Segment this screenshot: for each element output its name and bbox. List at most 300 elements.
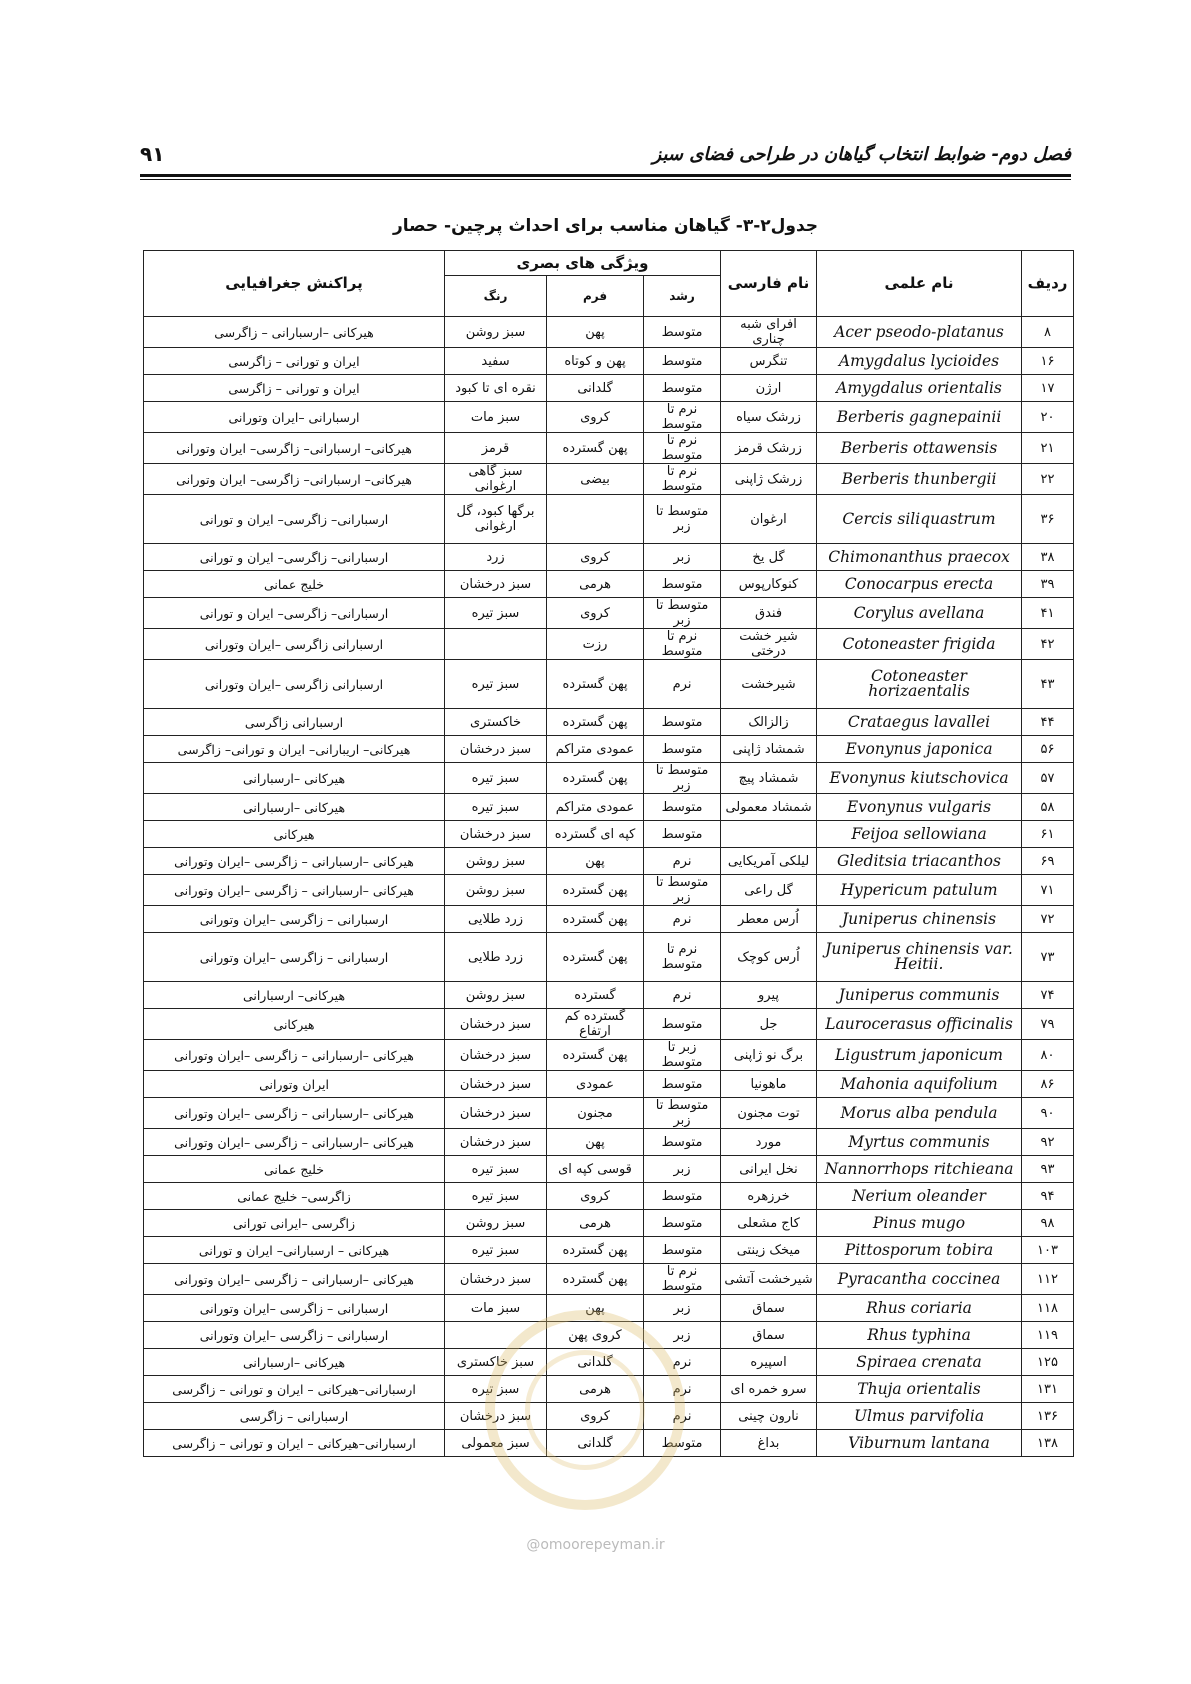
- table-row: [144, 933, 1074, 982]
- table-caption: جدول۲-۳- گیاهان مناسب برای احداث پرچین- حصار: [392, 216, 819, 236]
- growth-cell: نرم تا متوسط: [644, 1264, 721, 1295]
- header-color: رنگ: [445, 276, 547, 317]
- form-cell: پهن: [547, 848, 644, 875]
- growth-cell: متوسط: [644, 1129, 721, 1156]
- color-cell: سبز تیره: [445, 794, 547, 821]
- form-cell: گلدانی: [547, 1349, 644, 1376]
- form-cell: پهن گسترده: [547, 1040, 644, 1071]
- table-row: [144, 875, 1074, 906]
- color-cell: سبز تیره: [445, 1183, 547, 1210]
- table-row: [144, 1376, 1074, 1403]
- persian-name: مورد: [721, 1129, 817, 1156]
- growth-cell: زبر: [644, 1295, 721, 1322]
- table-row: [144, 1264, 1074, 1295]
- persian-name: ارغوان: [721, 495, 817, 544]
- distribution-cell: هیرکانی: [144, 821, 445, 848]
- table-head: [144, 251, 1074, 317]
- color-cell: سبز روشن: [445, 1210, 547, 1237]
- row-number: ۷۲: [1022, 906, 1074, 933]
- form-cell: مجنون: [547, 1098, 644, 1129]
- persian-name: ارژن: [721, 375, 817, 402]
- scientific-name: Cotoneaster horizaentalis: [817, 660, 1022, 709]
- table-row: [144, 982, 1074, 1009]
- distribution-cell: ارسبارانی–هیرکانی – ایران و تورانی – زاگرسی: [144, 1376, 445, 1403]
- distribution-cell: زاگرسی– خلیج عمانی: [144, 1183, 445, 1210]
- scientific-name: Ligustrum japonicum: [817, 1040, 1022, 1071]
- color-cell: سبز تیره: [445, 598, 547, 629]
- table-row: [144, 1040, 1074, 1071]
- distribution-cell: ارسبارانی زاگرسی: [144, 709, 445, 736]
- scientific-name: Spiraea crenata: [817, 1349, 1022, 1376]
- persian-name: ماهونیا: [721, 1071, 817, 1098]
- row-number: ۹۴: [1022, 1183, 1074, 1210]
- table-row: [144, 736, 1074, 763]
- table-row: [144, 1403, 1074, 1430]
- form-cell: گسترده کم ارتفاع: [547, 1009, 644, 1040]
- distribution-cell: ایران و تورانی – زاگرسی: [144, 348, 445, 375]
- growth-cell: متوسط: [644, 709, 721, 736]
- persian-name: [721, 821, 817, 848]
- persian-name: توت مجنون: [721, 1098, 817, 1129]
- persian-name: سماق: [721, 1295, 817, 1322]
- table-row: [144, 1349, 1074, 1376]
- scientific-name: Berberis thunbergii: [817, 464, 1022, 495]
- row-number: ۷۱: [1022, 875, 1074, 906]
- color-cell: سبز تیره: [445, 660, 547, 709]
- distribution-cell: هیرکانی –ارسبارانی – زاگرسی –ایران وتورانی: [144, 875, 445, 906]
- row-number: ۴۲: [1022, 629, 1074, 660]
- growth-cell: نرم: [644, 1376, 721, 1403]
- form-cell: گلدانی: [547, 1430, 644, 1457]
- scientific-name: Rhus coriaria: [817, 1295, 1022, 1322]
- growth-cell: نرم: [644, 848, 721, 875]
- persian-name: تنگرس: [721, 348, 817, 375]
- form-cell: عمودی متراکم: [547, 736, 644, 763]
- form-cell: پهن گسترده: [547, 906, 644, 933]
- table-row: [144, 1210, 1074, 1237]
- scientific-name: Crataegus lavallei: [817, 709, 1022, 736]
- row-number: ۹۳: [1022, 1156, 1074, 1183]
- persian-name: اسپیره: [721, 1349, 817, 1376]
- page-number: ۹۱: [140, 142, 165, 166]
- growth-cell: نرم: [644, 1349, 721, 1376]
- distribution-cell: هیرکانی– ارسبارانی– زاگرسی– ایران وتورانی: [144, 464, 445, 495]
- persian-name: برگ نو ژاپنی: [721, 1040, 817, 1071]
- persian-name: لیلکی آمریکایی: [721, 848, 817, 875]
- growth-cell: متوسط تا زبر: [644, 875, 721, 906]
- growth-cell: متوسط تا زبر: [644, 495, 721, 544]
- scientific-name: Amygdalus lycioides: [817, 348, 1022, 375]
- row-number: ۳۶: [1022, 495, 1074, 544]
- distribution-cell: خلیج عمانی: [144, 571, 445, 598]
- color-cell: سبز درخشان: [445, 821, 547, 848]
- persian-name: شیر خشت درختی: [721, 629, 817, 660]
- row-number: ۷۹: [1022, 1009, 1074, 1040]
- table-row: [144, 375, 1074, 402]
- form-cell: کروی: [547, 402, 644, 433]
- row-number: ۹۰: [1022, 1098, 1074, 1129]
- growth-cell: متوسط: [644, 571, 721, 598]
- growth-cell: نرم تا متوسط: [644, 402, 721, 433]
- form-cell: هرمی: [547, 1376, 644, 1403]
- scientific-name: Mahonia aquifolium: [817, 1071, 1022, 1098]
- form-cell: رزت: [547, 629, 644, 660]
- distribution-cell: هیرکانی –ارسبارانی: [144, 794, 445, 821]
- form-cell: پهن گسترده: [547, 709, 644, 736]
- persian-name: میخک زینتی: [721, 1237, 817, 1264]
- form-cell: پهن و کوتاه: [547, 348, 644, 375]
- persian-name: بداغ: [721, 1430, 817, 1457]
- table-row: [144, 1237, 1074, 1264]
- row-number: ۸۶: [1022, 1071, 1074, 1098]
- form-cell: پهن گسترده: [547, 660, 644, 709]
- table-row: [144, 660, 1074, 709]
- growth-cell: زبر: [644, 1156, 721, 1183]
- color-cell: قرمز: [445, 433, 547, 464]
- header-distribution: پراکنش جغرافیایی: [144, 251, 445, 317]
- color-cell: سبز درخشان: [445, 736, 547, 763]
- form-cell: کروی پهن: [547, 1322, 644, 1349]
- form-cell: [547, 495, 644, 544]
- table-row: [144, 1098, 1074, 1129]
- row-number: ۴۳: [1022, 660, 1074, 709]
- scientific-name: Feijoa sellowiana: [817, 821, 1022, 848]
- row-number: ۱۷: [1022, 375, 1074, 402]
- table-row: [144, 1009, 1074, 1040]
- growth-cell: نرم: [644, 1403, 721, 1430]
- header-rule-thin: [140, 179, 1071, 180]
- scientific-name: Conocarpus erecta: [817, 571, 1022, 598]
- row-number: ۱۳۶: [1022, 1403, 1074, 1430]
- plants-table: [143, 250, 1074, 1457]
- running-header: [140, 140, 1071, 170]
- persian-name: شیرخشت: [721, 660, 817, 709]
- distribution-cell: هیرکانی –ارسبارانی – زاگرسی –ایران وتورانی: [144, 1098, 445, 1129]
- row-number: ۳۹: [1022, 571, 1074, 598]
- distribution-cell: ارسبارانی – زاگرسی –ایران وتورانی: [144, 1322, 445, 1349]
- row-number: ۶۹: [1022, 848, 1074, 875]
- form-cell: قوسی کپه ای: [547, 1156, 644, 1183]
- form-cell: گسترده: [547, 982, 644, 1009]
- chapter-title: فصل دوم- ضوابط انتخاب گیاهان در طراحی فضای سبز: [652, 144, 1071, 165]
- row-number: ۷۳: [1022, 933, 1074, 982]
- distribution-cell: زاگرسی –ایرانی تورانی: [144, 1210, 445, 1237]
- scientific-name: Corylus avellana: [817, 598, 1022, 629]
- table-row: [144, 1295, 1074, 1322]
- persian-name: نارون چینی: [721, 1403, 817, 1430]
- persian-name: جل: [721, 1009, 817, 1040]
- row-number: ۱۳۱: [1022, 1376, 1074, 1403]
- persian-name: شیرخشت آتشی: [721, 1264, 817, 1295]
- form-cell: پهن گسترده: [547, 433, 644, 464]
- distribution-cell: هیرکانی– اریبارانی– ایران و تورانی– زاگرسی: [144, 736, 445, 763]
- table-row: [144, 763, 1074, 794]
- watermark-site: @omoorepeyman.ir: [526, 1537, 665, 1553]
- scientific-name: Ulmus parvifolia: [817, 1403, 1022, 1430]
- growth-cell: متوسط تا زبر: [644, 1098, 721, 1129]
- form-cell: کروی: [547, 1403, 644, 1430]
- row-number: ۲۲: [1022, 464, 1074, 495]
- persian-name: کنوکارپوس: [721, 571, 817, 598]
- color-cell: سبز روشن: [445, 317, 547, 348]
- distribution-cell: ایران و تورانی – زاگرسی: [144, 375, 445, 402]
- persian-name: شمشاد معمولی: [721, 794, 817, 821]
- row-number: ۴۴: [1022, 709, 1074, 736]
- scientific-name: Laurocerasus officinalis: [817, 1009, 1022, 1040]
- color-cell: سبز تیره: [445, 1237, 547, 1264]
- scientific-name: Rhus typhina: [817, 1322, 1022, 1349]
- color-cell: سبز روشن: [445, 982, 547, 1009]
- form-cell: هرمی: [547, 571, 644, 598]
- scientific-name: Thuja orientalis: [817, 1376, 1022, 1403]
- growth-cell: نرم تا متوسط: [644, 464, 721, 495]
- color-cell: سبز تیره: [445, 1376, 547, 1403]
- growth-cell: نرم تا متوسط: [644, 933, 721, 982]
- table-row: [144, 598, 1074, 629]
- distribution-cell: ایران وتورانی: [144, 1071, 445, 1098]
- form-cell: بیضی: [547, 464, 644, 495]
- color-cell: سفید: [445, 348, 547, 375]
- table-body: [144, 317, 1074, 1457]
- header-visual-features: ویژگی های بصری: [445, 251, 721, 276]
- color-cell: سبز درخشان: [445, 1009, 547, 1040]
- color-cell: سبز خاکستری: [445, 1349, 547, 1376]
- scientific-name: Berberis gagnepainii: [817, 402, 1022, 433]
- distribution-cell: ارسبارانی– زاگرسی– ایران و تورانی: [144, 598, 445, 629]
- growth-cell: زبر: [644, 1322, 721, 1349]
- row-number: ۹۸: [1022, 1210, 1074, 1237]
- color-cell: سبز مات: [445, 1295, 547, 1322]
- color-cell: سبز معمولی: [445, 1430, 547, 1457]
- form-cell: پهن: [547, 317, 644, 348]
- table-row: [144, 544, 1074, 571]
- scientific-name: Gleditsia triacanthos: [817, 848, 1022, 875]
- growth-cell: نرم تا متوسط: [644, 433, 721, 464]
- scientific-name: Myrtus communis: [817, 1129, 1022, 1156]
- color-cell: سبز درخشان: [445, 1071, 547, 1098]
- color-cell: زرد طلایی: [445, 933, 547, 982]
- scientific-name: Nerium oleander: [817, 1183, 1022, 1210]
- scientific-name: Evonynus kiutschovica: [817, 763, 1022, 794]
- distribution-cell: ارسبارانی زاگرسی –ایران وتورانی: [144, 660, 445, 709]
- distribution-cell: هیرکانی– ارسبارانی: [144, 982, 445, 1009]
- growth-cell: زبر تا متوسط: [644, 1040, 721, 1071]
- growth-cell: متوسط: [644, 375, 721, 402]
- growth-cell: متوسط تا زبر: [644, 763, 721, 794]
- distribution-cell: ارسبارانی – زاگرسی –ایران وتورانی: [144, 906, 445, 933]
- persian-name: فندق: [721, 598, 817, 629]
- form-cell: کروی: [547, 598, 644, 629]
- distribution-cell: ارسبارانی – زاگرسی: [144, 1403, 445, 1430]
- table-row: [144, 1156, 1074, 1183]
- scientific-name: Evonynus vulgaris: [817, 794, 1022, 821]
- persian-name: زالزالک: [721, 709, 817, 736]
- row-number: ۱۱۹: [1022, 1322, 1074, 1349]
- table-row: [144, 571, 1074, 598]
- distribution-cell: هیرکانی –ارسبارانی: [144, 1349, 445, 1376]
- color-cell: سبز تیره: [445, 763, 547, 794]
- distribution-cell: ارسبارانی– زاگرسی– ایران و تورانی: [144, 495, 445, 544]
- header-growth: رشد: [644, 276, 721, 317]
- table-row: [144, 348, 1074, 375]
- color-cell: سبز درخشان: [445, 1264, 547, 1295]
- table-row: [144, 794, 1074, 821]
- form-cell: پهن گسترده: [547, 1264, 644, 1295]
- header-scientific-name: نام علمی: [817, 251, 1022, 317]
- form-cell: کروی: [547, 544, 644, 571]
- header-persian-name: نام فارسی: [721, 251, 817, 317]
- persian-name: اُرس معطر: [721, 906, 817, 933]
- table-row: [144, 1322, 1074, 1349]
- row-number: ۱۳۸: [1022, 1430, 1074, 1457]
- scientific-name: Juniperus communis: [817, 982, 1022, 1009]
- growth-cell: متوسط: [644, 348, 721, 375]
- header-row-no: ردیف: [1022, 251, 1074, 317]
- persian-name: نخل ایرانی: [721, 1156, 817, 1183]
- header-form: فرم: [547, 276, 644, 317]
- persian-name: گل یخ: [721, 544, 817, 571]
- persian-name: سرو خمره ای: [721, 1376, 817, 1403]
- persian-name: شمشاد پیچ: [721, 763, 817, 794]
- row-number: ۱۱۲: [1022, 1264, 1074, 1295]
- table-row: [144, 1129, 1074, 1156]
- scientific-name: Chimonanthus praecox: [817, 544, 1022, 571]
- row-number: ۳۸: [1022, 544, 1074, 571]
- form-cell: پهن گسترده: [547, 875, 644, 906]
- color-cell: سبز مات: [445, 402, 547, 433]
- form-cell: کروی: [547, 1183, 644, 1210]
- growth-cell: نرم تا متوسط: [644, 629, 721, 660]
- color-cell: سبز روشن: [445, 875, 547, 906]
- growth-cell: متوسط: [644, 1183, 721, 1210]
- scientific-name: Amygdalus orientalis: [817, 375, 1022, 402]
- persian-name: کاج مشعلی: [721, 1210, 817, 1237]
- growth-cell: متوسط: [644, 1237, 721, 1264]
- distribution-cell: ارسبارانی – زاگرسی –ایران وتورانی: [144, 1295, 445, 1322]
- distribution-cell: خلیج عمانی: [144, 1156, 445, 1183]
- row-number: ۱۶: [1022, 348, 1074, 375]
- color-cell: سبز تیره: [445, 1156, 547, 1183]
- table-row: [144, 464, 1074, 495]
- table-row: [144, 317, 1074, 348]
- scientific-name: Morus alba pendula: [817, 1098, 1022, 1129]
- row-number: ۴۱: [1022, 598, 1074, 629]
- persian-name: زرشک قرمز: [721, 433, 817, 464]
- growth-cell: نرم: [644, 660, 721, 709]
- row-number: ۷۴: [1022, 982, 1074, 1009]
- distribution-cell: هیرکانی: [144, 1009, 445, 1040]
- form-cell: پهن: [547, 1129, 644, 1156]
- scientific-name: Viburnum lantana: [817, 1430, 1022, 1457]
- growth-cell: متوسط: [644, 821, 721, 848]
- growth-cell: متوسط: [644, 794, 721, 821]
- growth-cell: متوسط: [644, 317, 721, 348]
- scientific-name: Cotoneaster frigida: [817, 629, 1022, 660]
- growth-cell: متوسط: [644, 1071, 721, 1098]
- color-cell: خاکستری: [445, 709, 547, 736]
- growth-cell: متوسط تا زبر: [644, 598, 721, 629]
- distribution-cell: ارسبارانی–هیرکانی – ایران و تورانی – زاگرسی: [144, 1430, 445, 1457]
- color-cell: زرد: [445, 544, 547, 571]
- persian-name: گل راعی: [721, 875, 817, 906]
- table-row: [144, 906, 1074, 933]
- color-cell: برگها کبود، گل ارغوانی: [445, 495, 547, 544]
- scientific-name: Juniperus chinensis: [817, 906, 1022, 933]
- table-row: [144, 1071, 1074, 1098]
- persian-name: اُرس کوچک: [721, 933, 817, 982]
- scientific-name: Pittosporum tobira: [817, 1237, 1022, 1264]
- form-cell: گلدانی: [547, 375, 644, 402]
- row-number: ۲۰: [1022, 402, 1074, 433]
- header-rule-thick: [140, 174, 1071, 177]
- row-number: ۱۰۳: [1022, 1237, 1074, 1264]
- row-number: ۵۶: [1022, 736, 1074, 763]
- scientific-name: Pinus mugo: [817, 1210, 1022, 1237]
- form-cell: پهن گسترده: [547, 1237, 644, 1264]
- persian-name: پیرو: [721, 982, 817, 1009]
- distribution-cell: هیرکانی – ارسبارانی– ایران و تورانی: [144, 1237, 445, 1264]
- color-cell: سبز درخشان: [445, 571, 547, 598]
- color-cell: سبز گاهی ارغوانی: [445, 464, 547, 495]
- distribution-cell: هیرکانی –ارسبارانی: [144, 763, 445, 794]
- form-cell: کپه ای گسترده: [547, 821, 644, 848]
- growth-cell: نرم: [644, 982, 721, 1009]
- row-number: ۲۱: [1022, 433, 1074, 464]
- distribution-cell: ارسبارانی –ایران وتورانی: [144, 402, 445, 433]
- row-number: ۵۸: [1022, 794, 1074, 821]
- scientific-name: Evonynus japonica: [817, 736, 1022, 763]
- form-cell: عمودی متراکم: [547, 794, 644, 821]
- form-cell: پهن گسترده: [547, 933, 644, 982]
- growth-cell: نرم: [644, 906, 721, 933]
- growth-cell: متوسط: [644, 1430, 721, 1457]
- table-row: [144, 629, 1074, 660]
- table-row: [144, 1430, 1074, 1457]
- table-row: [144, 433, 1074, 464]
- persian-name: زرشک ژاپنی: [721, 464, 817, 495]
- distribution-cell: هیرکانی –ارسبارانی – زاگرسی –ایران وتورانی: [144, 1264, 445, 1295]
- form-cell: پهن گسترده: [547, 763, 644, 794]
- distribution-cell: ارسبارانی – زاگرسی –ایران وتورانی: [144, 933, 445, 982]
- color-cell: [445, 629, 547, 660]
- row-number: ۸: [1022, 317, 1074, 348]
- color-cell: سبز درخشان: [445, 1040, 547, 1071]
- distribution-cell: هیرکانی –ارسبارانی – زاگرسی –ایران وتورانی: [144, 1040, 445, 1071]
- persian-name: زرشک سیاه: [721, 402, 817, 433]
- color-cell: نقره ای تا کبود: [445, 375, 547, 402]
- table-row: [144, 495, 1074, 544]
- persian-name: شمشاد ژاپنی: [721, 736, 817, 763]
- distribution-cell: هیرکانی –ارسبارانی – زاگرسی –ایران وتورانی: [144, 848, 445, 875]
- row-number: ۱۲۵: [1022, 1349, 1074, 1376]
- scientific-name: Acer pseodo-platanus: [817, 317, 1022, 348]
- row-number: ۶۱: [1022, 821, 1074, 848]
- color-cell: [445, 1322, 547, 1349]
- growth-cell: متوسط: [644, 1210, 721, 1237]
- persian-name: سماق: [721, 1322, 817, 1349]
- scientific-name: Juniperus chinensis var. Heitii.: [817, 933, 1022, 982]
- form-cell: عمودی: [547, 1071, 644, 1098]
- row-number: ۸۰: [1022, 1040, 1074, 1071]
- color-cell: سبز روشن: [445, 848, 547, 875]
- row-number: ۹۲: [1022, 1129, 1074, 1156]
- table-row: [144, 1183, 1074, 1210]
- table-row: [144, 402, 1074, 433]
- distribution-cell: ارسبارانی– زاگرسی– ایران و تورانی: [144, 544, 445, 571]
- growth-cell: متوسط: [644, 1009, 721, 1040]
- distribution-cell: هیرکانی –ارسبارانی – زاگرسی: [144, 317, 445, 348]
- growth-cell: زبر: [644, 544, 721, 571]
